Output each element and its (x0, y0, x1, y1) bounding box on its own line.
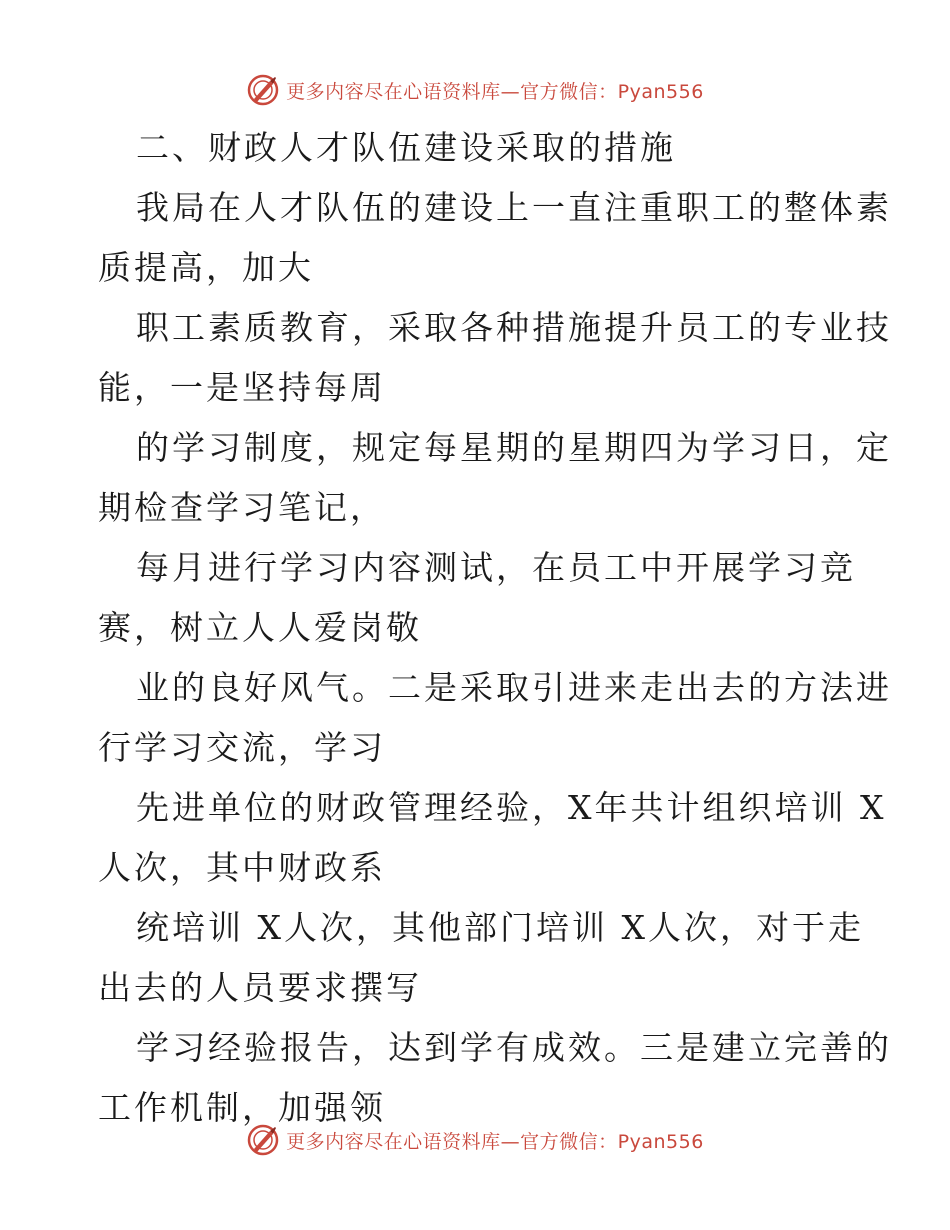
paragraph-line: 赛，树立人人爱岗敬 (98, 608, 422, 647)
paragraph-line: 的学习制度，规定每星期的星期四为学习日，定 (136, 428, 892, 467)
paragraph-line: 职工素质教育，采取各种措施提升员工的专业技 (136, 308, 892, 347)
paragraph-line: 每月进行学习内容测试，在员工中开展学习竞 (136, 548, 856, 587)
paragraph-line: 质提高，加大 (98, 248, 314, 287)
paragraph-line: 我局在人才队伍的建设上一直注重职工的整体素 (136, 188, 892, 227)
paragraph-line: 业的良好风气。二是采取引进来走出去的方法进 (136, 668, 892, 707)
paragraph-line: 能，一是坚持每周 (98, 368, 386, 407)
footer-banner-text: 更多内容尽在心语资料库—官方微信：Pyan556 (286, 1130, 704, 1153)
paragraph-line: 先进单位的财政管理经验，X年共计组织培训 X (136, 788, 887, 827)
document-body (98, 118, 892, 1138)
header-banner-text: 更多内容尽在心语资料库—官方微信：Pyan556 (286, 80, 704, 103)
paragraph-line: 学习经验报告，达到学有成效。三是建立完善的 (136, 1028, 892, 1067)
paragraph-line: 出去的人员要求撰写 (98, 968, 422, 1007)
paragraph-line: 工作机制，加强领 (98, 1088, 386, 1127)
paragraph-line: 统培训 X人次，其他部门培训 X人次，对于走 (136, 908, 864, 947)
logo-icon (246, 1123, 280, 1157)
header-banner (0, 70, 950, 110)
footer-banner (0, 1120, 950, 1160)
section-heading: 二、财政人才队伍建设采取的措施 (136, 128, 676, 167)
paragraph-line: 期检查学习笔记， (98, 488, 386, 527)
logo-icon (246, 73, 280, 107)
paragraph-line: 行学习交流，学习 (98, 728, 386, 767)
paragraph-line: 人次，其中财政系 (98, 848, 386, 887)
